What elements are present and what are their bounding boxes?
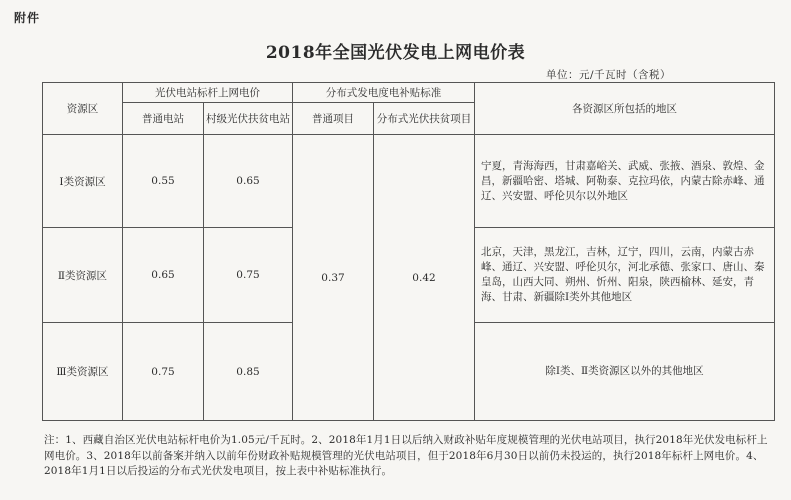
- header-regions: 各资源区所包括的地区: [475, 83, 775, 135]
- regions-cell: 宁夏，青海海西，甘肃嘉峪关、武威、张掖、酒泉、敦煌、金昌，新疆哈密、塔城、阿勒泰、克拉玛依，内蒙古除赤峰、通辽、兴安盟、呼伦贝尔以外地区: [475, 135, 775, 228]
- footnotes: 注：1、西藏自治区光伏电站标杆电价为1.05元/千瓦时。2、2018年1月1日以后纳入财政补贴年度规模管理的光伏电站项目，执行2018年光伏发电标杆上网电价。3、2018年以前备案并纳入以前年份财政补贴规模管理的光伏电站项目，但于2018年6月30日以前仍未投运的，执行2018年标杆上网电价。4、2018年1月1日以后投运的分布式光伏发电项目，按上表中补贴标准执行。: [44, 434, 768, 477]
- zone-cell: Ⅲ类资源区: [43, 323, 123, 421]
- pv-village-cell: 0.85: [204, 323, 293, 421]
- zone-cell: Ⅰ类资源区: [43, 135, 123, 228]
- header-pv-village: 村级光伏扶贫电站: [204, 103, 293, 135]
- table-row: [43, 135, 775, 228]
- header-resource-zone: 资源区: [43, 83, 123, 135]
- header-distributed-subsidy: 分布式发电度电补贴标准: [293, 83, 475, 103]
- pv-normal-cell: 0.75: [123, 323, 204, 421]
- dist-normal-cell: 0.37: [293, 135, 374, 421]
- pv-normal-cell: 0.65: [123, 228, 204, 323]
- dist-poverty-cell: 0.42: [374, 135, 475, 421]
- header-dist-normal: 普通项目: [293, 103, 374, 135]
- header-pv-benchmark: 光伏电站标杆上网电价: [123, 83, 293, 103]
- price-table: [42, 82, 775, 421]
- pv-village-cell: 0.65: [204, 135, 293, 228]
- regions-cell: 除Ⅰ类、Ⅱ类资源区以外的其他地区: [475, 323, 775, 421]
- header-pv-normal: 普通电站: [123, 103, 204, 135]
- pv-normal-cell: 0.55: [123, 135, 204, 228]
- attachment-label: 附件: [14, 11, 41, 25]
- header-dist-poverty: 分布式光伏扶贫项目: [374, 103, 475, 135]
- pv-village-cell: 0.75: [204, 228, 293, 323]
- zone-cell: Ⅱ类资源区: [43, 228, 123, 323]
- unit-label: 单位：元/千瓦时（含税）: [546, 69, 672, 81]
- page-title: 2018年全国光伏发电上网电价表: [265, 43, 526, 63]
- regions-cell: 北京，天津，黑龙江，吉林，辽宁，四川，云南，内蒙古赤峰、通辽、兴安盟、呼伦贝尔，河北承德、张家口、唐山、秦皇岛，山西大同、朔州、忻州、阳泉，陕西榆林、延安，青海、甘肃、新疆除Ⅰ类外其他地区: [475, 228, 775, 323]
